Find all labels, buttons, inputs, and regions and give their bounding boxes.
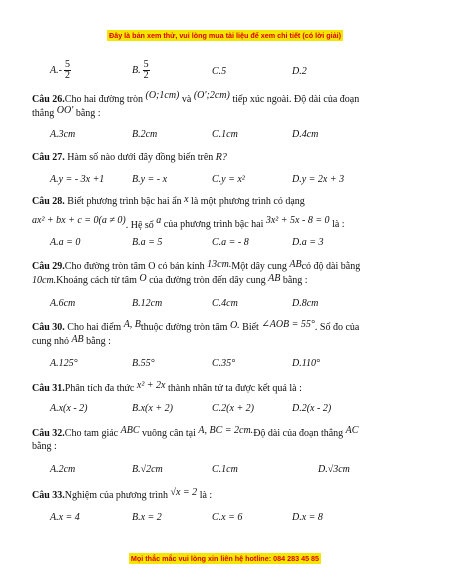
- q29-option-a[interactable]: A.6cm: [50, 298, 76, 309]
- q28-stem-line1: [32, 196, 305, 208]
- q32-given: A, BC = 2cm.: [198, 425, 254, 436]
- q32-text2: vuông cân tại: [142, 428, 196, 439]
- q29-stem-line1: [32, 261, 360, 273]
- q29-text3: có độ dài bằng: [301, 261, 361, 272]
- q26-option-d[interactable]: D.4cm: [292, 129, 319, 140]
- q29-chord2: AB: [268, 273, 281, 284]
- q32-segment: AC: [345, 425, 359, 436]
- q25-b-denominator: 2: [143, 70, 149, 81]
- q25-option-d[interactable]: D.2: [292, 66, 307, 77]
- q29-center: O: [139, 273, 147, 284]
- q30-center: O.: [229, 320, 240, 331]
- q28-option-d[interactable]: D.a = 3: [292, 237, 324, 248]
- q31-option-a[interactable]: A.x(x - 2): [50, 403, 88, 414]
- hotline-banner: [0, 548, 450, 566]
- q25-a-prefix: A.-: [50, 64, 62, 76]
- q30-option-a[interactable]: A.125°: [50, 358, 78, 369]
- q25-option-b[interactable]: [132, 60, 150, 81]
- q30-option-d[interactable]: D.110°: [292, 358, 320, 369]
- q27-option-a[interactable]: A.y = - 3x +1: [50, 174, 105, 185]
- q33-stem: [32, 487, 213, 502]
- q32-stem-line2: [32, 441, 57, 453]
- q25-b-prefix: B.: [132, 64, 141, 76]
- preview-banner-text: Đây là bản xem thử, vui lòng mua tài liệu để xem chi tiết (có lời giải): [109, 31, 341, 40]
- q30-option-c[interactable]: C.35°: [212, 358, 236, 369]
- q26-circle1: (O;1cm): [145, 90, 180, 101]
- q30-text3: Biết: [242, 322, 259, 333]
- q30-stem-line2: [32, 336, 111, 348]
- q26-segment: OO': [56, 105, 74, 116]
- q27-set: R?: [215, 152, 227, 163]
- q25-b-numerator: 5: [143, 59, 149, 70]
- q29-length: 10cm.: [32, 275, 57, 286]
- q29-text6: bằng :: [282, 275, 308, 286]
- q26-circle2: (O';2cm): [193, 90, 230, 101]
- q28-eq1: ax² + bx + c = 0(a ≠ 0): [32, 215, 126, 226]
- q26-option-a[interactable]: A.3cm: [50, 129, 76, 140]
- q30-option-b[interactable]: B.55°: [132, 358, 155, 369]
- q29-text5: của đường tròn đến dây cung: [149, 275, 266, 286]
- q33-text1: Nghiệm của phương trình: [64, 490, 168, 501]
- q30-label: Câu 30.: [32, 322, 65, 333]
- q33-equation: √x = 2: [170, 487, 198, 498]
- q28-option-a[interactable]: A.a = 0: [50, 237, 81, 248]
- q30-text5: cung nhỏ: [32, 336, 69, 347]
- q27-option-d[interactable]: D.y = 2x + 3: [292, 174, 345, 185]
- q28-stem-line2: [32, 215, 345, 231]
- q32-option-d[interactable]: D.√3cm: [318, 464, 350, 475]
- q30-text4: . Số đo của: [314, 322, 360, 333]
- q25-a-numerator: 5: [64, 59, 70, 70]
- q32-text3: Độ dài của đoạn thẳng: [253, 428, 344, 439]
- q30-arc: AB: [71, 334, 84, 345]
- q30-stem-line1: [32, 319, 360, 334]
- q27-label: Câu 27.: [32, 152, 65, 163]
- q33-option-b[interactable]: B.x = 2: [132, 512, 162, 523]
- q28-eq2: 3x² + 5x - 8 = 0: [265, 215, 330, 226]
- q32-option-a[interactable]: A.2cm: [50, 464, 76, 475]
- q26-text2: tiếp xúc ngoài. Độ dài của đoạn: [232, 94, 360, 105]
- q28-text2: là một phương trình có dạng: [191, 196, 305, 207]
- q33-text2: là :: [199, 490, 213, 501]
- q32-text4: bằng :: [32, 441, 57, 452]
- q33-option-c[interactable]: C.x = 6: [212, 512, 243, 523]
- q28-label: Câu 28.: [32, 196, 65, 207]
- q25-option-c[interactable]: C.5: [212, 66, 227, 77]
- q28-option-b[interactable]: B.a = 5: [132, 237, 163, 248]
- q26-text1: Cho hai đường tròn: [64, 94, 143, 105]
- q28-var: x: [184, 194, 189, 205]
- q27-option-c[interactable]: C.y = x²: [212, 174, 245, 185]
- q26-stem-line2: [32, 105, 101, 120]
- q26-and: và: [181, 94, 192, 105]
- q31-polynomial: x² + 2x: [136, 380, 166, 391]
- q28-text5: là :: [332, 219, 345, 230]
- q25-a-denominator: 2: [64, 70, 70, 81]
- q30-angle: ∠AOB = 55°: [261, 319, 315, 330]
- q27-text: Hàm số nào dưới đây đồng biến trên: [67, 152, 214, 163]
- q33-label: Câu 33.: [32, 490, 65, 501]
- q32-option-b[interactable]: B.√2cm: [132, 464, 163, 475]
- q29-option-b[interactable]: B.12cm: [132, 298, 163, 309]
- q25-a-fraction: [64, 60, 71, 81]
- q31-label: Câu 31.: [32, 383, 65, 394]
- q26-stem-line1: [32, 90, 360, 106]
- q31-text2: thành nhân tử ta được kết quả là :: [168, 383, 302, 394]
- q29-text2: Một dây cung: [231, 261, 287, 272]
- q29-option-d[interactable]: D.8cm: [292, 298, 319, 309]
- hotline-banner-text: Mọi thắc mắc vui lòng xin liên hệ hotline: 084 283 45 85: [130, 554, 320, 563]
- q29-label: Câu 29.: [32, 261, 65, 272]
- q27-option-b[interactable]: B.y = - x: [132, 174, 168, 185]
- q25-b-fraction: [143, 60, 150, 81]
- q26-label: Câu 26.: [32, 94, 65, 105]
- preview-banner: [0, 25, 450, 43]
- q29-stem-line2: [32, 275, 308, 287]
- q32-stem-line1: [32, 425, 359, 440]
- q29-option-c[interactable]: C.4cm: [212, 298, 238, 309]
- q28-text3: . Hệ số: [125, 220, 154, 231]
- q28-coef: a: [156, 215, 162, 226]
- q30-points: A, B: [123, 319, 141, 330]
- q31-text1: Phân tích đa thức: [64, 383, 135, 394]
- q31-option-c[interactable]: C.2(x + 2): [212, 403, 255, 414]
- q32-option-c[interactable]: C.1cm: [212, 464, 238, 475]
- q33-option-a[interactable]: A.x = 4: [50, 512, 80, 523]
- q30-text6: bằng :: [86, 336, 111, 347]
- q33-option-d[interactable]: D.x = 8: [292, 512, 323, 523]
- q32-triangle: ABC: [120, 425, 140, 436]
- q29-text1: Cho đường tròn tâm O có bán kính: [64, 261, 205, 272]
- q27-stem: [32, 152, 227, 164]
- q31-stem: [32, 380, 302, 395]
- q29-text4: Khoảng cách từ tâm: [56, 275, 137, 286]
- q25-option-a[interactable]: [50, 60, 71, 81]
- q28-option-c[interactable]: C.a = - 8: [212, 237, 249, 248]
- q26-option-c[interactable]: C.1cm: [212, 129, 238, 140]
- q28-text1: Biết phương trình bậc hai ẩn: [67, 196, 182, 207]
- q32-label: Câu 32.: [32, 428, 65, 439]
- q29-radius: 13cm.: [207, 259, 232, 270]
- q30-text2: thuộc đường tròn tâm: [140, 322, 228, 333]
- q26-option-b[interactable]: B.2cm: [132, 129, 158, 140]
- q31-option-b[interactable]: B.x(x + 2): [132, 403, 173, 414]
- q30-text1: Cho hai điểm: [67, 322, 122, 333]
- q26-text4: bằng :: [75, 108, 101, 119]
- q31-option-d[interactable]: D.2(x - 2): [292, 403, 332, 414]
- q28-text4: của phương trình bậc hai: [163, 219, 264, 230]
- q32-text1: Cho tam giác: [64, 428, 119, 439]
- q29-chord: AB: [289, 259, 302, 270]
- q26-text3: thẳng: [32, 108, 55, 119]
